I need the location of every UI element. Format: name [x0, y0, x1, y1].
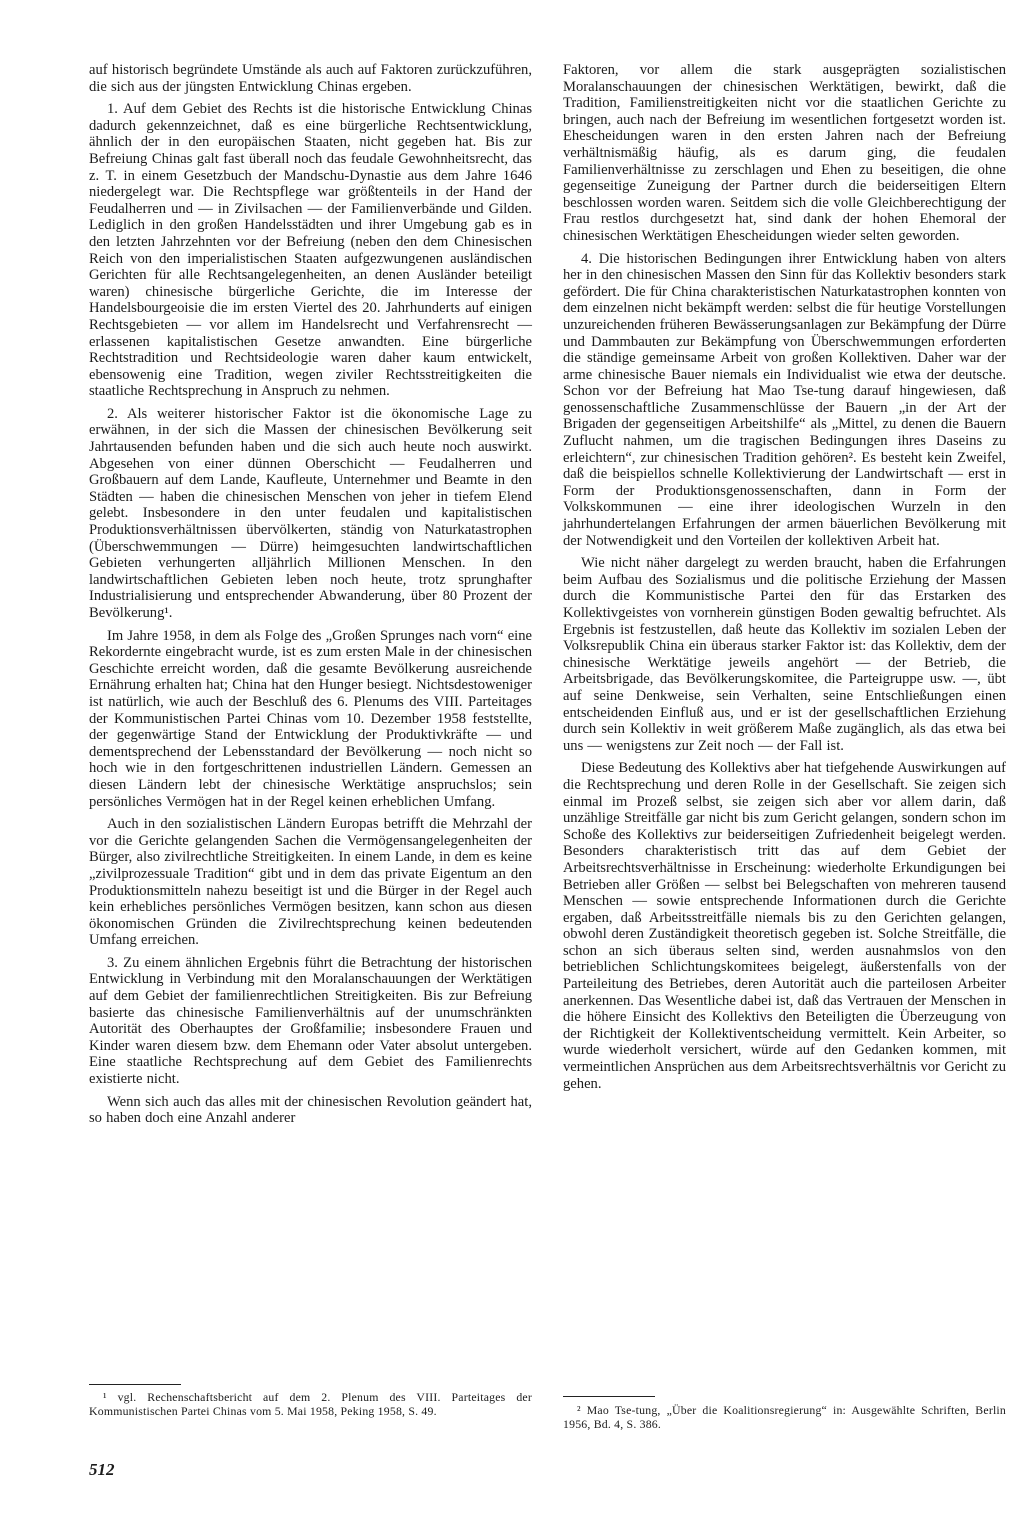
paragraph: Faktoren, vor allem die stark ausgeprägten sozialistischen Moralanschauungen der chinesischen Werktätigen, bewirkt, daß die Tradition, Familienstreitigkeiten nicht vor die staatlichen Gerichte zu bringen, auch nach der Befreiung im wesentlichen fortgesetzt worden ist. Ehescheidungen waren in den ersten Jahren nach der Befreiung verhältnismäßig häufig, als es darum ging, die feudalen Familienverhältnisse zu zerschlagen und Ehen zu beseitigen, die ohne gegenseitige Zuneigung der Partner durch die beiderseitigen Eltern beschlossen worden waren. Seitdem sich die volle Gleichberechtigung der Frau restlos durchgesetzt hat, sind dank der hohen Ehemoral der chinesischen Werktätigen Ehescheidungen wieder selten geworden. [563, 62, 1006, 244]
paragraph: 1. Auf dem Gebiet des Rechts ist die historische Entwicklung Chinas dadurch gekennzeichnet, daß es eine bürgerliche Rechtsentwicklung, ähnlich der in den europäischen Staaten, nicht gegeben hat. Bis zur Befreiung Chinas galt fast überall noch das feudale Gewohnheitsrecht, das z. T. in einem Gesetzbuch der Mandschu-Dynastie aus dem Jahre 1646 niedergelegt war. Die Rechtspflege war größtenteils in der Hand der Feudalherren und — in Zivilsachen — der Familienverbände und Gilden. Lediglich in den großen Handelsstädten und ihrer Umgebung gab es in den letzten Jahrzehnten vor der Befreiung (neben den dem Chinesischen Reich von den imperialistischen Staaten aufgezwungenen ausländischen Gerichten für alle Rechtsangelegenheiten, an denen Ausländer beteiligt waren) chinesische bürgerliche Gerichte, die im Interesse der Handelsbourgeoisie die im ersten Viertel des 20. Jahrhunderts auf einigen Rechtsgebieten — vor allem im Handelsrecht und Verfahrensrecht — erlassenen kapitalistischen Gesetze anwandten. Eine bürgerliche Rechtstradition und Rechtsideologie waren daher kaum entwickelt, ebensowenig eine Tradition, wegen ziviler Rechtsstreitigkeiten die staatliche Rechtsprechung in Anspruch zu nehmen. [89, 101, 532, 400]
paragraph: 4. Die historischen Bedingungen ihrer Entwicklung haben von alters her in den chinesischen Massen den Sinn für das Kollektiv besonders stark gefördert. Die für China charakteristischen Naturkatastrophen konnten von dem einzelnen nicht bekämpft werden: selbst die für heutige Vorstellungen unzureichenden früheren Bewässerungsanlagen zur Bekämpfung der Dürre und Dammbauten zur Bekämpfung von Überschwemmungen erforderten die ständige gemeinsame Arbeit von großen Kollektiven. Daher war der arme chinesische Bauer niemals ein Individualist wie etwa der deutsche. Schon vor der Befreiung hat Mao Tse-tung darauf hingewiesen, daß genossenschaftliche Zusammenschlüsse der Bauern „in der Art der Brigaden der gegenseitigen Arbeitshilfe“ als „Mittel, zu denen die Bauern Zuflucht nahmen, um die tragischen Bedingungen ihres Daseins zu erleichtern“, zur chinesischen Tradition gehören². Es besteht kein Zweifel, daß die beispiellos schnelle Kollektivierung der Landwirtschaft — erst in Form der Produktionsgenossenschaften, dann in Form der Volkskommunen — eine ihrer ideologischen Wurzeln in den jahrhundertelangen Erfahrungen der armen bäuerlichen Bevölkerung mit der Notwendigkeit und den Vorteilen der kollektiven Arbeit hat. [563, 250, 1006, 549]
paragraph: Wenn sich auch das alles mit der chinesischen Revolution geändert hat, so haben doch eine Anzahl anderer [89, 1093, 532, 1127]
paragraph: 2. Als weiterer historischer Faktor ist die ökonomische Lage zu erwähnen, in der sich die Massen der chinesischen Bevölkerung seit Jahrtausenden befunden haben und die sich auch heute noch auswirkt. Abgesehen von einer dünnen Oberschicht — Feudalherren und Großbauern auf dem Lande, Kaufleute, Unternehmer und Beamte in den Städten — haben die chinesischen Menschen von jeher in tiefem Elend gelebt. Insbesondere in den unter feudalen und kapitalistischen Produktionsverhältnissen übervölkerten, ständig von Naturkatastrophen (Überschwemmungen — Dürre) heimgesuchten landwirtschaftlichen Gebieten verhungerten alljährlich Millionen Menschen. In den landwirtschaftlichen Gebieten leben noch heute, trotz sprunghafter Industrialisierung und entsprechender Abwanderung, über 80 Prozent der Bevölkerung¹. [89, 405, 532, 621]
footnote-right: ² Mao Tse-tung, „Über die Koalitionsregierung“ in: Ausgewählte Schriften, Berlin 1956, Bd. 4, S. 386. [563, 1403, 1006, 1431]
paragraph: Auch in den sozialistischen Ländern Europas betrifft die Mehrzahl der vor die Gerichte gelangenden Sachen die Vermögensangelegenheiten der Bürger, also zivilrechtliche Streitigkeiten. In einem Lande, in dem es keine „zivilprozessuale Tradition“ gibt und in dem das private Eigentum an den Produktionsmitteln nahezu beseitigt ist und die Bürger in der Regel auch kein erhebliches persönliches Vermögen besitzen, kann schon aus diesen ökonomischen Gründen die Zivilrechtsprechung keinen bedeutenden Umfang erreichen. [89, 816, 532, 949]
footnote-left: ¹ vgl. Rechenschaftsbericht auf dem 2. Plenum des VIII. Parteitages der Kommunistischen Partei Chinas vom 5. Mai 1958, Peking 1958, S. 49. [89, 1390, 532, 1418]
paragraph: 3. Zu einem ähnlichen Ergebnis führt die Betrachtung der historischen Entwicklung in Verbindung mit den Moralanschauungen der Werktätigen auf dem Gebiet der familienrechtlichen Streitigkeiten. Bis zur Befreiung basierte das chinesische Familienverhältnis auf der unumschränkten Autorität des Oberhauptes der Großfamilie; insbesondere Frauen und Kinder waren diesem bzw. dem Ehemann oder Vater absolut untergeben. Eine staatliche Rechtsprechung auf dem Gebiet des Familienrechts existierte nicht. [89, 954, 532, 1088]
footnote-rule-left [89, 1384, 181, 1385]
paragraph: Im Jahre 1958, in dem als Folge des „Großen Sprunges nach vorn“ eine Rekordernte eingebracht wurde, ist es zum ersten Male in der chinesischen Geschichte erreicht worden, daß die gesamte Bevölkerung ausreichende Ernährung erhalten hat; China hat den Hunger besiegt. Nichtsdestoweniger ist natürlich, wie auch der Beschluß des 6. Plenums des VIII. Parteitages der Kommunistischen Partei Chinas vom 10. Dezember 1958 feststellte, der gegenwärtige Stand der Entwicklung der Produktivkräfte — und dementsprechend der Lebensstandard der Bevölkerung — noch nicht so hoch wie in den fortgeschrittenen industriellen Ländern. Gemessen an diesen Ländern lebt der chinesische Werktätige anspruchslos; sein persönliches Vermögen hat in der Regel keinen erheblichen Umfang. [89, 627, 532, 810]
footnote-rule-right [563, 1396, 655, 1397]
left-column [89, 62, 532, 1127]
paragraph: auf historisch begründete Umstände als auch auf Faktoren zurückzuführen, die sich aus der jüngsten Entwicklung Chinas ergeben. [89, 62, 532, 95]
paragraph: Diese Bedeutung des Kollektivs aber hat tiefgehende Auswirkungen auf die Rechtsprechung und deren Rolle in der Gesellschaft. Sie zeigen sich einmal im Prozeß selbst, sie zeigen sich aber vor allem darin, daß unzählige Streitfälle gar nicht bis zum Gericht gelangen, sondern schon im Schoße des Kollektivs zur beiderseitigen Zufriedenheit beigelegt werden. Besonders charakteristisch tritt das auf dem Gebiet der Arbeitsrechtsverhältnisse in Erscheinung: wiederholte Erkundigungen bei Betrieben aller Größen — selbst bei Belegschaften von mehreren tausend Menschen — sowie entsprechende Informationen durch die Gerichte ergaben, daß Arbeitsstreitfälle niemals bis zu den Gerichten gelangen, obwohl deren Zuständigkeit theoretisch gegeben ist. Solche Streitfälle, die schon an sich überaus selten sind, werden ausnahmslos von den betrieblichen Schlichtungskomitees beigelegt, äußerstenfalls von der Parteileitung des Betriebes, deren Autorität auch die parteilosen Arbeiter anerkennen. Das Wesentliche dabei ist, daß das Vertrauen der Menschen in die höhere Einsicht des Kollektivs den Beteiligten die Überzeugung von der Richtigkeit der Kollektiventscheidung vermittelt. Kein Arbeiter, so wurde wiederholt versichert, würde auf den Gedanken kommen, mit vermeintlichen Ansprüchen aus dem Arbeitsrechtsverhältnis vor Gericht zu gehen. [563, 760, 1006, 1092]
right-column [563, 62, 1006, 1092]
page-number: 512 [89, 1460, 115, 1479]
paragraph: Wie nicht näher dargelegt zu werden braucht, haben die Erfahrungen beim Aufbau des Sozialismus und die politische Erziehung der Massen durch die Kommunistische Partei den für das Erstarken des Kollektivgeistes von vornherein günstigen Boden gewaltig befruchtet. Als Ergebnis ist festzustellen, daß heute das Kollektiv im sozialen Leben der Volksrepublik China ein überaus starker Faktor ist: das Kollektiv, dem der chinesische Werktätige jeweils angehört — der Betrieb, die Arbeitsbrigade, das Bevölkerungskomitee, die Parteigruppe usw. —, übt auf seine Denkweise, sein Verhalten, seine Entschließungen einen entscheidenden Einfluß aus, und er ist der gesellschaftlichen Erziehung durch sein Kollektiv in weit größerem Maße zugänglich, als das etwa bei uns — wenigstens zur Zeit noch — der Fall ist. [563, 555, 1006, 754]
